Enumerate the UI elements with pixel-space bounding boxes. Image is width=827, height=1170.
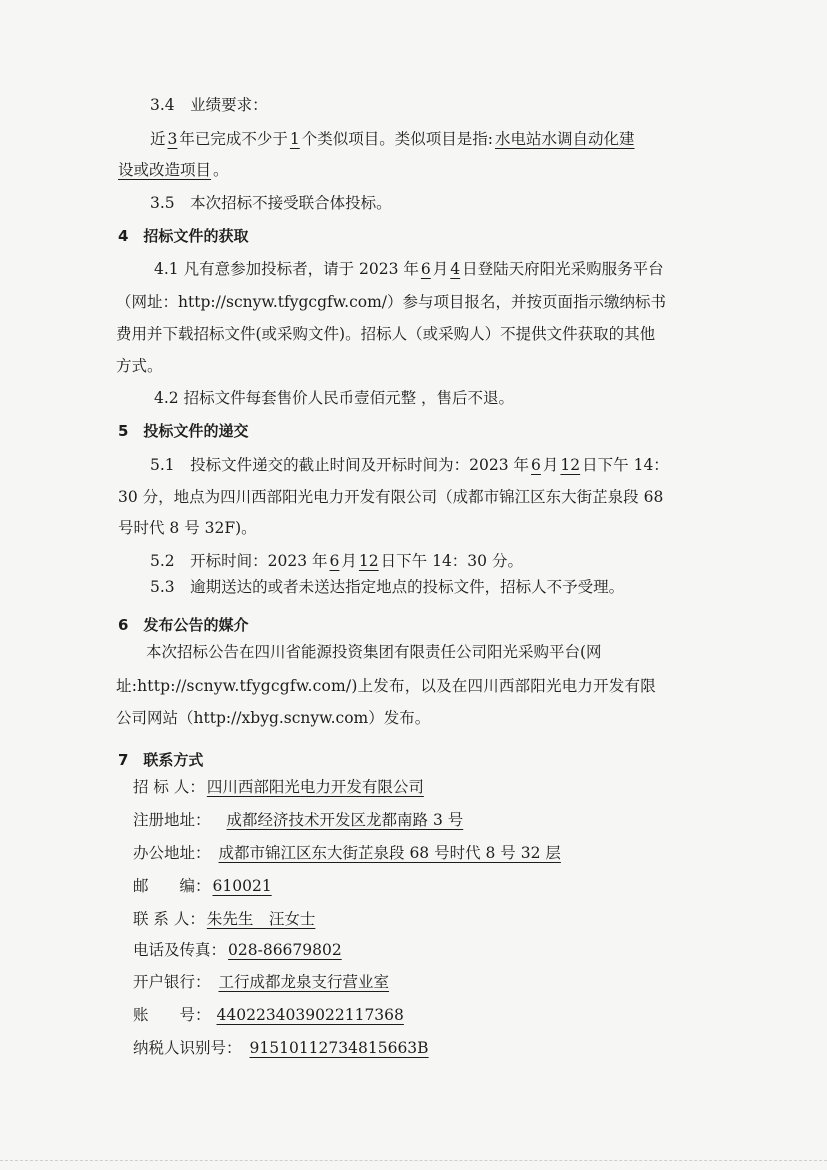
section-5-2: 5.2 开标时间：2023 年 6 月 12 日下午 14：30 分。 (150, 552, 523, 570)
section-4-1-line2: （网址：http://scnyw.tfygcgfw.com/）参与项目报名，并按页面指示缴纳标书 (116, 293, 667, 311)
section-4-1-line3: 费用并下载招标文件(或采购文件)。招标人（或采购人）不提供文件获取的其他 (116, 325, 656, 343)
contact-row-bidder: 招 标 人： 四川西部阳光电力开发有限公司 (133, 778, 424, 796)
contact-row-contact-person: 联 系 人： 朱先生 汪女士 (133, 910, 316, 928)
section-7-title: 7 联系方式 (118, 751, 204, 769)
contact-row-tax-id: 纳税人识别号： 91510112734815663B (133, 1039, 429, 1057)
contact-row-registered-address: 注册地址： 成都经济技术开发区龙都南路 3 号 (133, 811, 464, 829)
section-6-line3: 公司网站（http://xbyg.scnyw.com）发布。 (116, 709, 431, 727)
section-3-4-line1: 近 3 年已完成不少于 1 个类似项目。类似项目是指: 水电站水调自动化建 (150, 130, 635, 148)
contact-row-bank: 开户银行： 工行成都龙泉支行营业室 (133, 973, 390, 991)
section-3-4-line2: 设或改造项目 。 (118, 161, 229, 179)
page-bottom-edge (0, 1160, 827, 1162)
section-6-title: 6 发布公告的媒介 (118, 616, 249, 634)
contact-row-postcode: 邮 编： 610021 (133, 877, 272, 895)
section-4-1-line4: 方式。 (116, 357, 163, 375)
section-3-5: 3.5 本次招标不接受联合体投标。 (150, 194, 392, 212)
section-5-title: 5 投标文件的递交 (118, 422, 249, 440)
contact-row-office-address: 办公地址： 成都市锦江区东大街芷泉段 68 号时代 8 号 32 层 (133, 844, 561, 862)
contact-row-phone-fax: 电话及传真： 028-86679802 (133, 941, 342, 959)
section-5-1-line2: 30 分，地点为四川西部阳光电力开发有限公司（成都市锦江区东大街芷泉段 68 (118, 488, 664, 506)
section-5-1-line1: 5.1 投标文件递交的截止时间及开标时间为：2023 年 6 月 12 日下午 14： (150, 456, 669, 474)
contact-row-account: 账 号： 4402234039022117368 (133, 1006, 404, 1024)
similar-project-b: 设或改造项目 (118, 161, 212, 179)
section-3-4-heading: 3.4 业绩要求： (150, 96, 268, 114)
section-6-line2: 址:http://scnyw.tfygcgfw.com/)上发布，以及在四川西部阳光电力开发有限 (116, 677, 656, 695)
similar-project-a: 水电站水调自动化建 (495, 130, 635, 148)
section-4-1-line1: 4.1 凡有意参加投标者，请于 2023 年 6 月 4 日登陆天府阳光采购服务平台 (154, 260, 664, 278)
count-value: 1 (289, 130, 300, 148)
section-6-line1: 本次招标公告在四川省能源投资集团有限责任公司阳光采购平台(网 (146, 643, 602, 661)
years-value: 3 (167, 130, 178, 148)
section-4-2: 4.2 招标文件每套售价人民币壹佰元整 ，售后不退。 (154, 389, 515, 407)
section-5-1-line3: 号时代 8 号 32F)。 (118, 519, 257, 537)
section-5-3: 5.3 逾期送达的或者未送达指定地点的投标文件，招标人不予受理。 (150, 578, 625, 596)
section-4-title: 4 招标文件的获取 (118, 227, 249, 245)
